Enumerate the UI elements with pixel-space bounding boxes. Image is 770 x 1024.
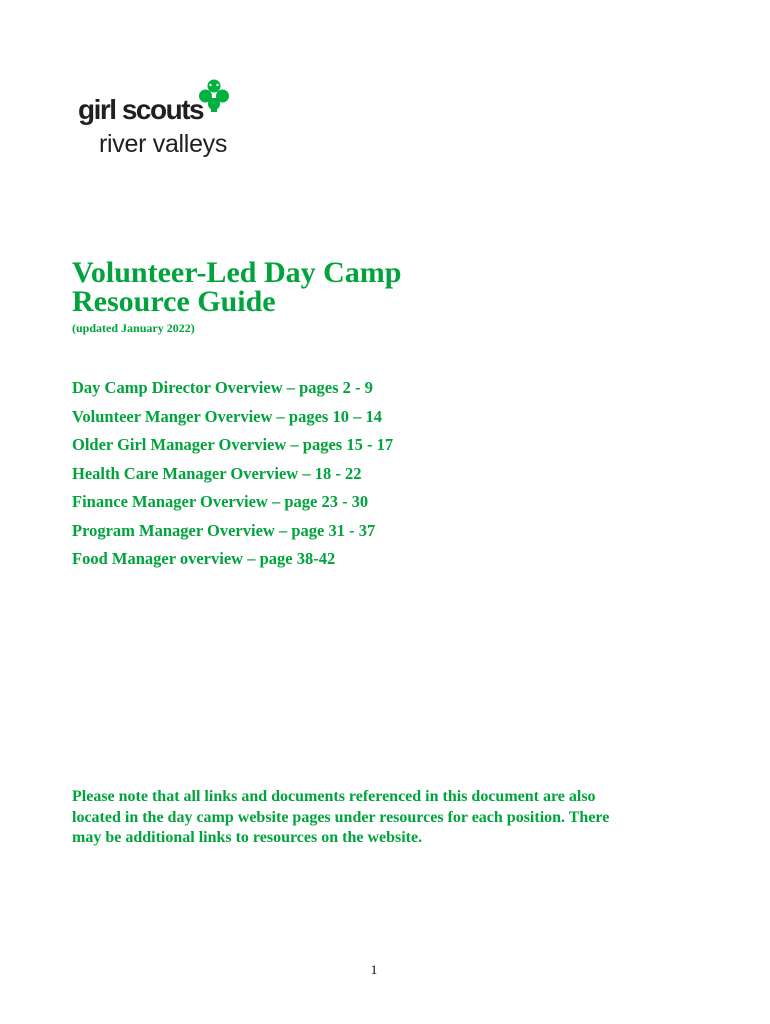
page-number: 1 xyxy=(370,962,378,977)
document-title xyxy=(72,258,401,316)
toc-item-program-manager: Program Manager Overview – page 31 - 37 xyxy=(72,520,376,540)
toc-item-day-camp-director: Day Camp Director Overview – pages 2 - 9 xyxy=(72,378,373,397)
girl-scouts-logo xyxy=(78,78,258,168)
toc-item-health-care-manager: Health Care Manager Overview – 18 - 22 xyxy=(72,463,362,483)
title-line-2: Resource Guide xyxy=(72,285,276,318)
title-line-1: Volunteer-Led Day Camp xyxy=(72,256,402,289)
resources-note: Please note that all links and documents referenced in this document are also located in the day camp website pages under resources for each position. There may be additional links to resources on the website. xyxy=(72,788,610,846)
updated-date: (updated January 2022) xyxy=(72,321,195,335)
toc-item-volunteer-manager: Volunteer Manger Overview – pages 10 – 14 xyxy=(72,406,382,426)
toc-item-finance-manager: Finance Manager Overview – page 23 - 30 xyxy=(72,492,369,511)
logo-wordmark-line1: girl scouts xyxy=(78,94,204,125)
toc-item-food-manager: Food Manager overview – page 38-42 xyxy=(72,549,336,568)
table-of-contents xyxy=(72,376,393,576)
logo-wordmark-line2: river valleys xyxy=(99,130,228,158)
toc-item-older-girl-manager: Older Girl Manager Overview – pages 15 - 17 xyxy=(72,435,394,454)
